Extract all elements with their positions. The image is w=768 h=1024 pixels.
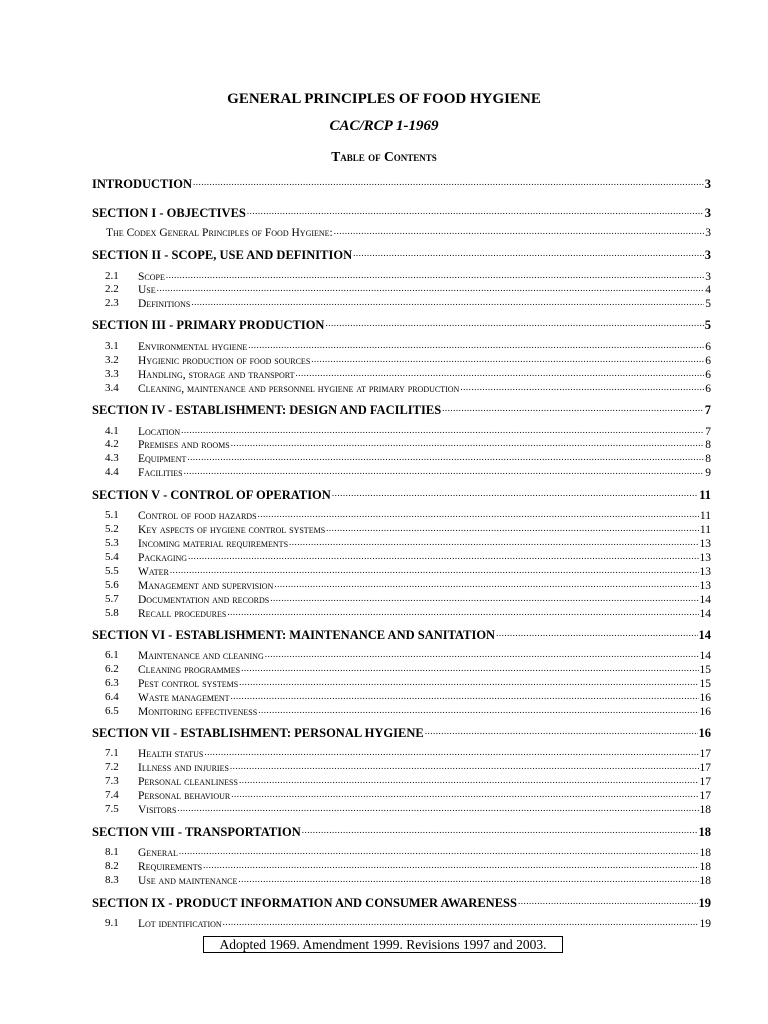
- toc-entry-number: 6.5: [105, 705, 119, 717]
- toc-entry-label: Monitoring effectiveness: [138, 706, 258, 718]
- toc-section-entry[interactable]: [0, 894, 768, 910]
- toc-entry-number: 2.1: [105, 270, 119, 282]
- toc-entry-page: 18: [699, 804, 711, 816]
- toc-leader-dots: [442, 402, 704, 415]
- toc-section-entry[interactable]: [0, 204, 768, 220]
- toc-entry-page: 6: [705, 369, 711, 381]
- toc-entry-page: 18: [698, 825, 711, 839]
- toc-leader-dots: [248, 339, 704, 352]
- toc-entry-page: 16: [699, 706, 711, 718]
- toc-leader-dots: [518, 895, 698, 908]
- toc-entry-page: 3: [704, 177, 711, 191]
- toc-entry-label: Water: [138, 566, 169, 578]
- toc-leader-dots: [258, 508, 699, 521]
- toc-section-entry[interactable]: [0, 316, 768, 332]
- toc-section-entry[interactable]: [0, 401, 768, 417]
- toc-leader-dots: [204, 746, 698, 759]
- toc-entry-label: Premises and rooms: [138, 439, 230, 451]
- toc-entry-label: SECTION VI - ESTABLISHMENT: MAINTENANCE AND SANITATION: [92, 628, 496, 642]
- toc-entry-page: 19: [698, 896, 711, 910]
- toc-leader-dots: [289, 536, 698, 549]
- toc-entry[interactable]: [0, 703, 768, 719]
- toc-entry-number: 9.1: [105, 917, 119, 929]
- toc-leader-dots: [177, 802, 698, 815]
- toc-entry-label: SECTION VII - ESTABLISHMENT: PERSONAL HYGIENE: [92, 726, 424, 740]
- toc-entry-label: General: [138, 847, 178, 859]
- toc-entry-number: 6.3: [105, 677, 119, 689]
- toc-entry-label: Management and supervision: [138, 580, 274, 592]
- toc-entry[interactable]: [0, 605, 768, 621]
- toc-entry-number: 6.4: [105, 691, 119, 703]
- toc-leader-dots: [170, 564, 699, 577]
- toc-entry-label: Recall procedures: [138, 608, 227, 620]
- toc-entry-number: 4.4: [105, 466, 119, 478]
- toc-entry-number: 2.2: [105, 283, 119, 295]
- toc-entry-page: 11: [699, 488, 711, 502]
- toc-entry-page: 19: [699, 918, 711, 930]
- toc-leader-dots: [353, 247, 704, 260]
- toc-entry-label: Packaging: [138, 552, 188, 564]
- toc-leader-dots: [231, 788, 698, 801]
- toc-entry-number: 5.2: [105, 523, 119, 535]
- toc-entry-label: SECTION IX - PRODUCT INFORMATION AND CONSUMER AWARENESS: [92, 896, 517, 910]
- toc-section-entry[interactable]: [0, 626, 768, 642]
- toc-entry-page: 6: [705, 341, 711, 353]
- toc-entry[interactable]: [0, 872, 768, 888]
- toc-leader-dots: [265, 648, 699, 661]
- toc-entry-label: SECTION I - OBJECTIVES: [92, 206, 246, 220]
- document-code: CAC/RCP 1-1969: [329, 118, 439, 134]
- toc-entry-page: 6: [705, 355, 711, 367]
- toc-section-entry[interactable]: [0, 724, 768, 740]
- toc-entry-label: Use: [138, 284, 156, 296]
- toc-entry-page: 5: [704, 318, 711, 332]
- toc-entry-label: Hygienic production of food sources: [138, 355, 311, 367]
- toc-leader-dots: [239, 774, 699, 787]
- toc-entry-label: Requirements: [138, 861, 203, 873]
- toc-entry-number: 8.3: [105, 874, 119, 886]
- toc-section-entry[interactable]: [0, 246, 768, 262]
- toc-entry-label: Visitors: [138, 804, 177, 816]
- toc-entry-label: Definitions: [138, 298, 191, 310]
- toc-entry-page: 18: [699, 847, 711, 859]
- toc-entry-number: 7.5: [105, 803, 119, 815]
- toc-entry-label: Scope: [138, 271, 165, 283]
- toc-leader-dots: [425, 725, 698, 738]
- toc-entry-label: Personal behaviour: [138, 790, 231, 802]
- toc-leader-dots: [227, 606, 698, 619]
- toc-entry-number: 5.1: [105, 509, 119, 521]
- toc-entry-page: 17: [699, 762, 711, 774]
- toc-leader-dots: [230, 760, 699, 773]
- toc-entry-page: 7: [705, 426, 711, 438]
- toc-entry-label: Environmental hygiene: [138, 341, 248, 353]
- toc-entry-number: 8.1: [105, 846, 119, 858]
- toc-leader-dots: [296, 367, 705, 380]
- toc-entry-number: 7.3: [105, 775, 119, 787]
- toc-entry-page: 13: [699, 566, 711, 578]
- toc-leader-dots: [325, 317, 703, 330]
- toc-entry-page: 8: [705, 439, 711, 451]
- toc-entry-number: 6.2: [105, 663, 119, 675]
- toc-entry-page: 16: [698, 726, 711, 740]
- toc-entry-page: 17: [699, 790, 711, 802]
- toc-entry-label: Maintenance and cleaning: [138, 650, 264, 662]
- toc-leader-dots: [311, 353, 704, 366]
- toc-leader-dots: [238, 873, 698, 886]
- toc-leader-dots: [187, 451, 704, 464]
- toc-leader-dots: [241, 662, 698, 675]
- toc-entry-page: 7: [704, 403, 711, 417]
- toc-entry-number: 3.3: [105, 368, 119, 380]
- toc-entry-page: 14: [699, 594, 711, 606]
- toc-entry-label: Use and maintenance: [138, 875, 238, 887]
- toc-entry-number: 6.1: [105, 649, 119, 661]
- toc-entry-number: 5.7: [105, 593, 119, 605]
- toc-entry-number: 7.2: [105, 761, 119, 773]
- toc-entry-page: 3: [704, 248, 711, 262]
- toc-leader-dots: [231, 690, 699, 703]
- toc-entry[interactable]: [0, 464, 768, 480]
- toc-entry-page: 14: [698, 628, 711, 642]
- toc-leader-dots: [179, 845, 699, 858]
- toc-leader-dots: [334, 225, 704, 238]
- toc-entry-page: 11: [699, 524, 711, 536]
- toc-section-entry[interactable]: [0, 823, 768, 839]
- toc-leader-dots: [326, 522, 699, 535]
- toc-leader-dots: [188, 550, 698, 563]
- toc-section-entry[interactable]: [0, 175, 768, 191]
- toc-leader-dots: [496, 627, 697, 640]
- toc-entry-label: Lot identification: [138, 918, 222, 930]
- toc-entry-page: 17: [699, 776, 711, 788]
- toc-entry-label: Location: [138, 426, 181, 438]
- toc-entry-label: Equipment: [138, 453, 187, 465]
- toc-entry-label: SECTION III - PRIMARY PRODUCTION: [92, 318, 325, 332]
- toc-entry-page: 5: [705, 298, 711, 310]
- toc-entry-label: Key aspects of hygiene control systems: [138, 524, 326, 536]
- toc-leader-dots: [258, 704, 698, 717]
- toc-entry-number: 7.4: [105, 789, 119, 801]
- toc-leader-dots: [270, 592, 698, 605]
- toc-entry-number: 7.1: [105, 747, 119, 759]
- toc-leader-dots: [223, 916, 699, 929]
- toc-entry-number: 5.8: [105, 607, 119, 619]
- toc-entry-number: 5.3: [105, 537, 119, 549]
- toc-entry-label: Illness and injuries: [138, 762, 229, 774]
- toc-entry-number: 4.3: [105, 452, 119, 464]
- toc-entry-label: The Codex General Principles of Food Hygiene:: [106, 227, 333, 239]
- toc-section-entry[interactable]: [0, 486, 768, 502]
- toc-entry-page: 14: [699, 608, 711, 620]
- toc-heading: Table of Contents: [331, 149, 437, 164]
- toc-leader-dots: [184, 465, 705, 478]
- toc-leader-dots: [191, 296, 704, 309]
- toc-entry-label: Health status: [138, 748, 204, 760]
- toc-entry-page: 15: [699, 664, 711, 676]
- toc-entry-label: Control of food hazards: [138, 510, 257, 522]
- toc-entry-label: Cleaning programmes: [138, 664, 241, 676]
- toc-entry-number: 3.1: [105, 340, 119, 352]
- toc-entry-label: Documentation and records: [138, 594, 270, 606]
- toc-entry-page: 13: [699, 552, 711, 564]
- toc-entry-page: 3: [704, 206, 711, 220]
- toc-leader-dots: [274, 578, 698, 591]
- toc-entry[interactable]: [0, 915, 768, 931]
- toc-entry[interactable]: [0, 380, 768, 396]
- toc-entry-page: 16: [699, 692, 711, 704]
- toc-leader-dots: [302, 824, 698, 837]
- toc-leader-dots: [460, 381, 704, 394]
- toc-leader-dots: [231, 437, 705, 450]
- toc-entry-page: 11: [699, 510, 711, 522]
- toc-entry-page: 13: [699, 538, 711, 550]
- toc-entry-page: 15: [699, 678, 711, 690]
- toc-entry[interactable]: [0, 801, 768, 817]
- toc-entry-label: Cleaning, maintenance and personnel hygiene at primary production: [138, 383, 460, 395]
- toc-entry-page: 13: [699, 580, 711, 592]
- toc-entry-number: 3.4: [105, 382, 119, 394]
- toc-entry-page: 8: [705, 453, 711, 465]
- toc-entry-number: 5.6: [105, 579, 119, 591]
- toc-entry-number: 8.2: [105, 860, 119, 872]
- toc-entry-number: 5.5: [105, 565, 119, 577]
- toc-leader-dots: [193, 176, 704, 189]
- toc-entry-label: SECTION IV - ESTABLISHMENT: DESIGN AND FACILITIES: [92, 403, 442, 417]
- toc-entry-number: 4.1: [105, 425, 119, 437]
- toc-entry-page: 9: [705, 467, 711, 479]
- toc-leader-dots: [157, 282, 705, 295]
- toc-entry-label: SECTION VIII - TRANSPORTATION: [92, 825, 301, 839]
- toc-entry-number: 5.4: [105, 551, 119, 563]
- adoption-note: Adopted 1969. Amendment 1999. Revisions 1997 and 2003.: [203, 936, 563, 953]
- toc-entry-label: Personal cleanliness: [138, 776, 238, 788]
- toc-entry-label: Waste management: [138, 692, 230, 704]
- toc-leader-dots: [247, 205, 704, 218]
- toc-entry-label: Handling, storage and transport: [138, 369, 295, 381]
- toc-entry-page: 18: [699, 861, 711, 873]
- toc-entry-page: 17: [699, 748, 711, 760]
- toc-entry-label: Pest control systems: [138, 678, 239, 690]
- document-title: GENERAL PRINCIPLES OF FOOD HYGIENE: [227, 91, 541, 107]
- toc-entry[interactable]: [0, 295, 768, 311]
- toc-entry-page: 3: [705, 227, 711, 239]
- toc-entry-page: 18: [699, 875, 711, 887]
- toc-entry-page: 4: [705, 284, 711, 296]
- toc-entry-label: SECTION II - SCOPE, USE AND DEFINITION: [92, 248, 353, 262]
- toc-leader-dots: [203, 859, 698, 872]
- toc-entry-number: 2.3: [105, 297, 119, 309]
- toc-entry-number: 3.2: [105, 354, 119, 366]
- toc-entry-page: 14: [699, 650, 711, 662]
- toc-leader-dots: [332, 487, 698, 500]
- toc-entry-page: 6: [705, 383, 711, 395]
- toc-entry-label: INTRODUCTION: [92, 177, 193, 191]
- toc-leader-dots: [239, 676, 698, 689]
- toc-entry-page: 3: [705, 271, 711, 283]
- toc-entry-number: 4.2: [105, 438, 119, 450]
- toc-entry-label: Incoming material requirements: [138, 538, 289, 550]
- toc-entry-label: SECTION V - CONTROL OF OPERATION: [92, 488, 331, 502]
- toc-entry[interactable]: [0, 224, 768, 240]
- toc-entry-label: Facilities: [138, 467, 183, 479]
